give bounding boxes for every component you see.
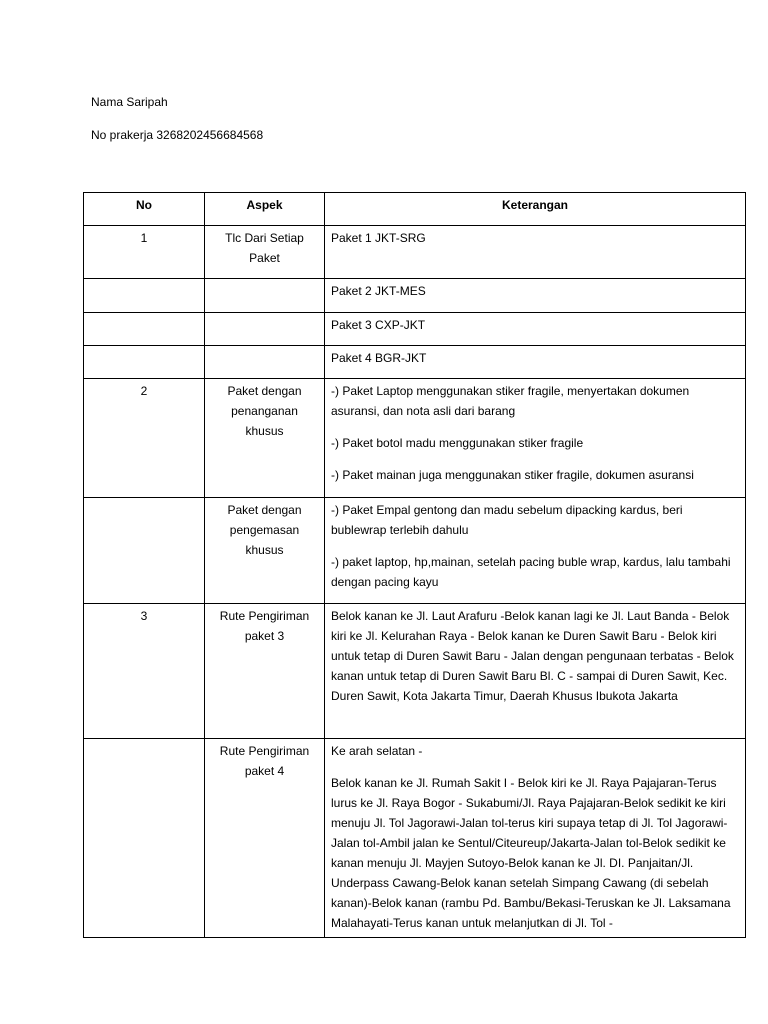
cell-aspek: Tlc Dari Setiap Paket bbox=[205, 226, 325, 279]
keterangan-paragraph: Belok kanan ke Jl. Laut Arafuru -Belok kanan lagi ke Jl. Laut Banda - Belok kiri ke Jl. Kelurahan Raya - Belok kanan ke Duren Sawit Baru - Belok kiri untuk tetap di Duren Sawit Baru - Jalan dengan pengunaan terbatas - Belok kanan untuk tetap di Duren Sawit Baru Bl. C - sampai di Duren Sawit, Kec. Duren Sawit, Kota Jakarta Timur, Daerah Khusus Ibukota Jakarta bbox=[331, 609, 734, 703]
header-keterangan: Keterangan bbox=[325, 193, 746, 226]
cell-no: 3 bbox=[84, 604, 205, 739]
table-row bbox=[84, 346, 746, 379]
prakerja-number-line: No prakerja 3268202456684568 bbox=[91, 128, 264, 142]
keterangan-paragraph: Belok kanan ke Jl. Rumah Sakit I - Belok kiri ke Jl. Raya Pajajaran-Terus lurus ke Jl. Raya Bogor - Sukabumi/Jl. Raya Pajajaran-Belok sedikit ke kiri menuju Jl. Tol Jagorawi-Jalan tol-terus kiri supaya tetap di Jl. Tol Jagorawi-Jalan tol-Ambil jalan ke Sentul/Citeureup/Jakarta-Jalan tol-Belok sedikit ke kanan menuju Jl. Mayjen Sutoyo-Belok kanan ke Jl. DI. Panjaitan/Jl. Underpass Cawang-Belok kanan setelah Simpang Cawang (di sebelah kanan)-Belok kanan (rambu Pd. Bambu/Bekasi-Teruskan ke Jl. Laksamana Malahayati-Terus kanan untuk melanjutkan di Jl. Tol - bbox=[331, 776, 731, 930]
table-row bbox=[84, 739, 746, 938]
cell-keterangan bbox=[325, 379, 746, 498]
cell-aspek: Rute Pengiriman paket 3 bbox=[205, 604, 325, 739]
keterangan-paragraph: -) Paket Laptop menggunakan stiker fragile, menyertakan dokumen asuransi, dan nota asli dari barang bbox=[331, 384, 690, 418]
cell-keterangan bbox=[325, 604, 746, 739]
keterangan-paragraph: -) paket laptop, hp,mainan, setelah pacing buble wrap, kardus, lalu tambahi dengan pacing kayu bbox=[331, 555, 731, 589]
cell-aspek bbox=[205, 279, 325, 313]
table-row bbox=[84, 498, 746, 604]
table-row bbox=[84, 226, 746, 279]
document-table bbox=[83, 192, 746, 938]
table-row bbox=[84, 379, 746, 498]
cell-no: 1 bbox=[84, 226, 205, 279]
keterangan-paragraph: Paket 2 JKT-MES bbox=[331, 284, 426, 298]
keterangan-paragraph: Paket 1 JKT-SRG bbox=[331, 231, 426, 245]
cell-no bbox=[84, 313, 205, 346]
table-header-row bbox=[84, 193, 746, 226]
cell-keterangan bbox=[325, 279, 746, 313]
cell-keterangan bbox=[325, 226, 746, 279]
cell-no bbox=[84, 346, 205, 379]
cell-keterangan bbox=[325, 346, 746, 379]
table-row bbox=[84, 279, 746, 313]
header-aspek: Aspek bbox=[205, 193, 325, 226]
keterangan-paragraph: -) Paket mainan juga menggunakan stiker fragile, dokumen asuransi bbox=[331, 468, 694, 482]
keterangan-paragraph: Paket 4 BGR-JKT bbox=[331, 351, 427, 365]
table-row bbox=[84, 313, 746, 346]
cell-no bbox=[84, 498, 205, 604]
keterangan-paragraph: -) Paket Empal gentong dan madu sebelum dipacking kardus, beri bublewrap terlebih dahulu bbox=[331, 503, 683, 537]
keterangan-paragraph: Ke arah selatan - bbox=[331, 744, 423, 758]
cell-keterangan bbox=[325, 739, 746, 938]
cell-no bbox=[84, 279, 205, 313]
cell-aspek bbox=[205, 313, 325, 346]
table-row bbox=[84, 604, 746, 739]
cell-aspek: Rute Pengiriman paket 4 bbox=[205, 739, 325, 938]
cell-no: 2 bbox=[84, 379, 205, 498]
cell-aspek: Paket dengan pengemasan khusus bbox=[205, 498, 325, 604]
cell-aspek bbox=[205, 346, 325, 379]
keterangan-paragraph: -) Paket botol madu menggunakan stiker fragile bbox=[331, 436, 584, 450]
cell-keterangan bbox=[325, 498, 746, 604]
cell-keterangan bbox=[325, 313, 746, 346]
name-line: Nama Saripah bbox=[91, 95, 168, 109]
keterangan-paragraph: Paket 3 CXP-JKT bbox=[331, 318, 426, 332]
cell-no bbox=[84, 739, 205, 938]
header-no: No bbox=[84, 193, 205, 226]
cell-aspek: Paket dengan penanganan khusus bbox=[205, 379, 325, 498]
